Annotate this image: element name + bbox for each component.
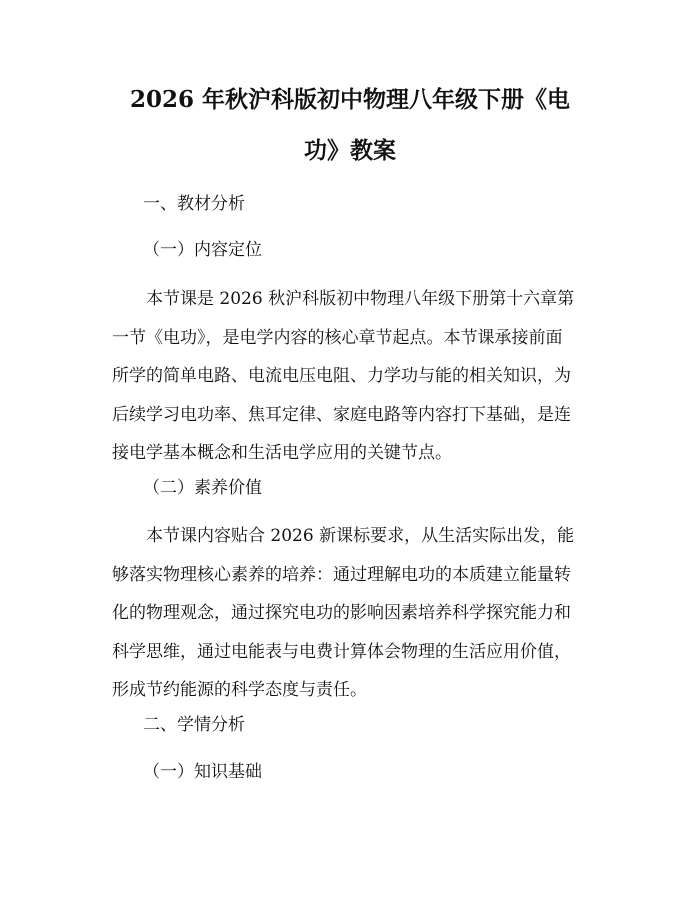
document-title-line-1: 2026 年秋沪科版初中物理八年级下册《电 [129,86,571,113]
paragraph-line: 形成节约能源的科学态度与责任。 [112,680,367,700]
subheading-knowledge-foundation: （一）知识基础 [143,762,262,782]
paragraph-line: 化的物理观念，通过探究电功的影响因素培养科学探究能力和 [112,603,571,623]
paragraph-line: 本节课是 2026 秋沪科版初中物理八年级下册第十六章第 [112,289,575,309]
paragraph-line: 后续学习电功率、焦耳定律、家庭电路等内容打下基础，是连 [112,404,571,425]
paragraph-content-positioning [112,280,602,473]
paragraph-line: 一节《电功》，是电学内容的核心章节起点。本节课承接前面 [112,327,563,348]
subheading-literacy-value: （二）素养价值 [143,478,262,498]
document-title-line-2: 功》教案 [304,137,396,164]
section-heading-textbook-analysis: 一、教材分析 [143,194,245,214]
paragraph-line: 本节课内容贴合 2026 新课标要求，从生活实际出发，能 [112,526,575,546]
section-heading-learner-analysis: 二、学情分析 [143,715,245,735]
paragraph-line: 够落实物理核心素养的培养：通过理解电功的本质建立能量转 [112,564,571,585]
subheading-content-positioning: （一）内容定位 [143,240,262,260]
paragraph-literacy-value [112,517,602,710]
paragraph-line: 科学思维，通过电能表与电费计算体会物理的生活应用价值， [112,641,571,662]
paragraph-line: 接电学基本概念和生活电学应用的关键节点。 [112,443,452,463]
paragraph-line: 所学的简单电路、电流电压电阻、力学功与能的相关知识，为 [112,366,571,386]
